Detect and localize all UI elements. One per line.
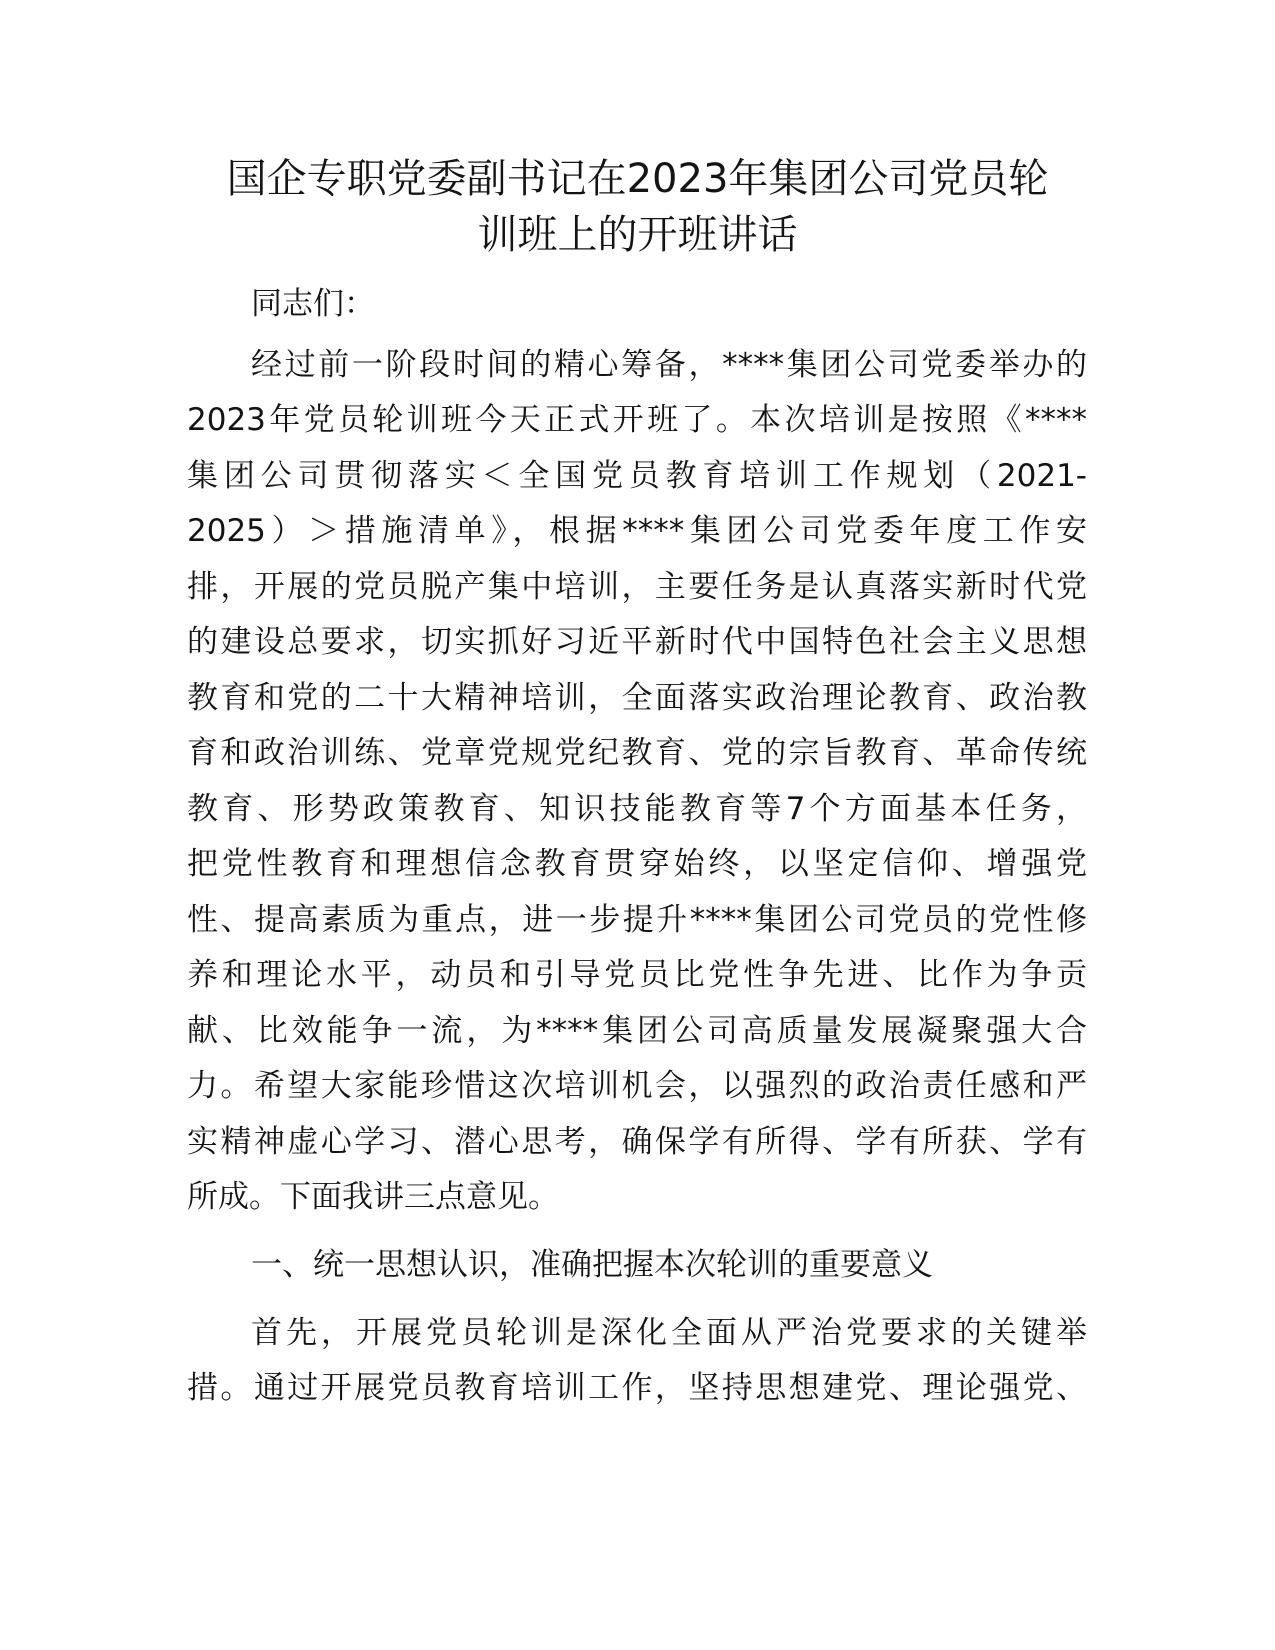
paragraph-1-line-15: 实精神虚心学习、潜心思考，确保学有所得、学有所获、学有 xyxy=(187,1124,1087,1160)
paragraph-1-line-3: 集团公司贯彻落实＜全国党员教育培训工作规划（2021- xyxy=(187,458,1087,494)
salutation: 同志们： xyxy=(251,286,375,322)
section-heading-1: 一、统一思想认识，准确把握本次轮训的重要意义 xyxy=(251,1247,933,1283)
paragraph-1-line-11: 性、提高素质为重点，进一步提升****集团公司党员的党性修 xyxy=(187,902,1087,938)
paragraph-1-line-9: 教育、形势政策教育、知识技能教育等7个方面基本任务， xyxy=(187,791,1087,827)
paragraph-1-line-5: 排，开展的党员脱产集中培训，主要任务是认真落实新时代党 xyxy=(187,569,1087,605)
paragraph-1-line-1: 经过前一阶段时间的精心筹备，****集团公司党委举办的 xyxy=(251,347,1087,383)
document-title-line-1: 国企专职党委副书记在2023年集团公司党员轮 xyxy=(226,156,1049,202)
paragraph-1-line-10: 把党性教育和理想信念教育贯穿始终，以坚定信仰、增强党 xyxy=(187,846,1087,882)
paragraph-1-line-2: 2023年党员轮训班今天正式开班了。本次培训是按照《**** xyxy=(187,402,1087,438)
paragraph-2-line-2: 措。通过开展党员教育培训工作，坚持思想建党、理论强党、 xyxy=(187,1370,1087,1406)
paragraph-1-line-16: 所成。下面我讲三点意见。 xyxy=(187,1179,559,1215)
document-title-line-2: 训班上的开班讲话 xyxy=(477,212,798,258)
paragraph-2-line-1: 首先，开展党员轮训是深化全面从严治党要求的关键举 xyxy=(251,1315,1087,1351)
paragraph-1-line-8: 育和政治训练、党章党规党纪教育、党的宗旨教育、革命传统 xyxy=(187,735,1087,771)
paragraph-1-line-12: 养和理论水平，动员和引导党员比党性争先进、比作为争贡 xyxy=(187,957,1087,993)
paragraph-1-line-6: 的建设总要求，切实抓好习近平新时代中国特色社会主义思想 xyxy=(187,624,1087,660)
paragraph-1-line-14: 力。希望大家能珍惜这次培训机会，以强烈的政治责任感和严 xyxy=(187,1068,1087,1104)
paragraph-1-line-13: 献、比效能争一流，为****集团公司高质量发展凝聚强大合 xyxy=(187,1013,1087,1049)
paragraph-1-line-7: 教育和党的二十大精神培训，全面落实政治理论教育、政治教 xyxy=(187,680,1087,716)
paragraph-1-line-4: 2025）＞措施清单》，根据****集团公司党委年度工作安 xyxy=(187,513,1087,549)
